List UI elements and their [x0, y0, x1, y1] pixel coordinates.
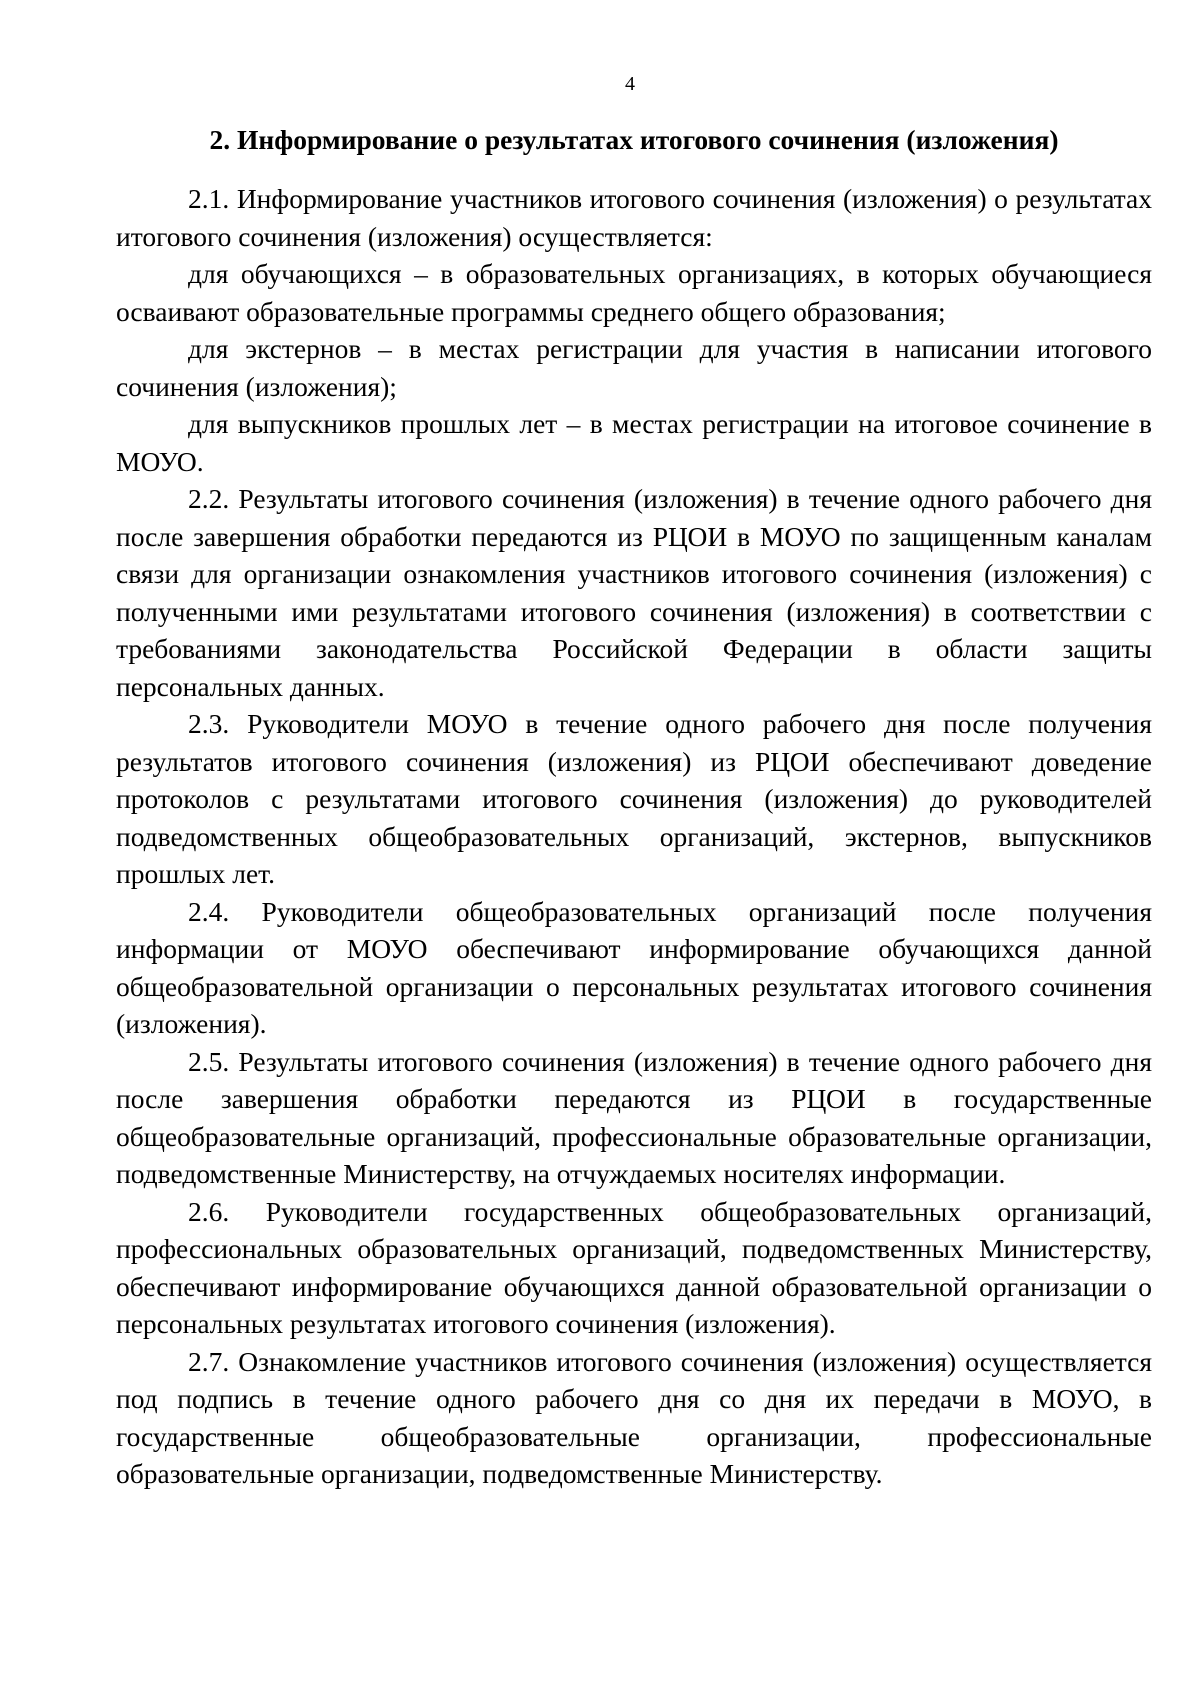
section-heading: 2. Информирование о результатах итогового сочинения (изложения)	[209, 124, 1059, 155]
paragraph-2-4: 2.4. Руководители общеобразовательных организаций после получения информации от МОУО обеспечивают информирование обучающихся данной общеобразовательной организации о персональных результатах итогового сочинения (изложения).	[116, 895, 1152, 1039]
page-number: 4	[625, 73, 635, 95]
paragraph-2-1-intro: 2.1. Информирование участников итогового сочинения (изложения) о результатах итогового сочинения (изложения) осуществляется:	[116, 183, 1152, 252]
paragraph-students: для обучающихся – в образовательных организациях, в которых обучающиеся осваивают образовательные программы среднего общего образования;	[116, 258, 1152, 327]
paragraph-2-2: 2.2. Результаты итогового сочинения (изложения) в течение одного рабочего дня после завершения обработки передаются из РЦОИ в МОУО по защищенным каналам связи для организации ознакомления участников итогового сочинения (изложения) с полученными ими результатами итогового сочинения (изложения) в соответствии с требованиями законодательства Российской Федерации в области защиты персональных данных.	[116, 483, 1152, 702]
paragraph-graduates: для выпускников прошлых лет – в местах регистрации на итоговое сочинение в МОУО.	[116, 408, 1152, 477]
paragraph-2-6: 2.6. Руководители государственных общеобразовательных организаций, профессиональных образовательных организаций, подведомственных Министерству, обеспечивают информирование обучающихся данной образовательной организации о персональных результатах итогового сочинения (изложения).	[116, 1195, 1152, 1339]
paragraph-2-7: 2.7. Ознакомление участников итогового сочинения (изложения) осуществляется под подпись в течение одного рабочего дня со дня их передачи в МОУО, в государственные общеобразовательные организации, профессиональные образовательные организации, подведомственные Министерству.	[116, 1345, 1152, 1489]
paragraph-2-3: 2.3. Руководители МОУО в течение одного рабочего дня после получения результатов итогового сочинения (изложения) из РЦОИ обеспечивают доведение протоколов с результатами итогового сочинения (изложения) до руководителей подведомственных общеобразовательных организаций, экстернов, выпускников прошлых лет.	[116, 708, 1152, 889]
paragraph-2-5: 2.5. Результаты итогового сочинения (изложения) в течение одного рабочего дня после завершения обработки передаются из РЦОИ в государственные общеобразовательные организаций, профессиональные образовательные организации, подведомственные Министерству, на отчуждаемых носителях информации.	[116, 1045, 1152, 1189]
paragraph-externs: для экстернов – в местах регистрации для участия в написании итогового сочинения (изложения);	[116, 333, 1152, 402]
section-body	[116, 180, 1152, 1493]
